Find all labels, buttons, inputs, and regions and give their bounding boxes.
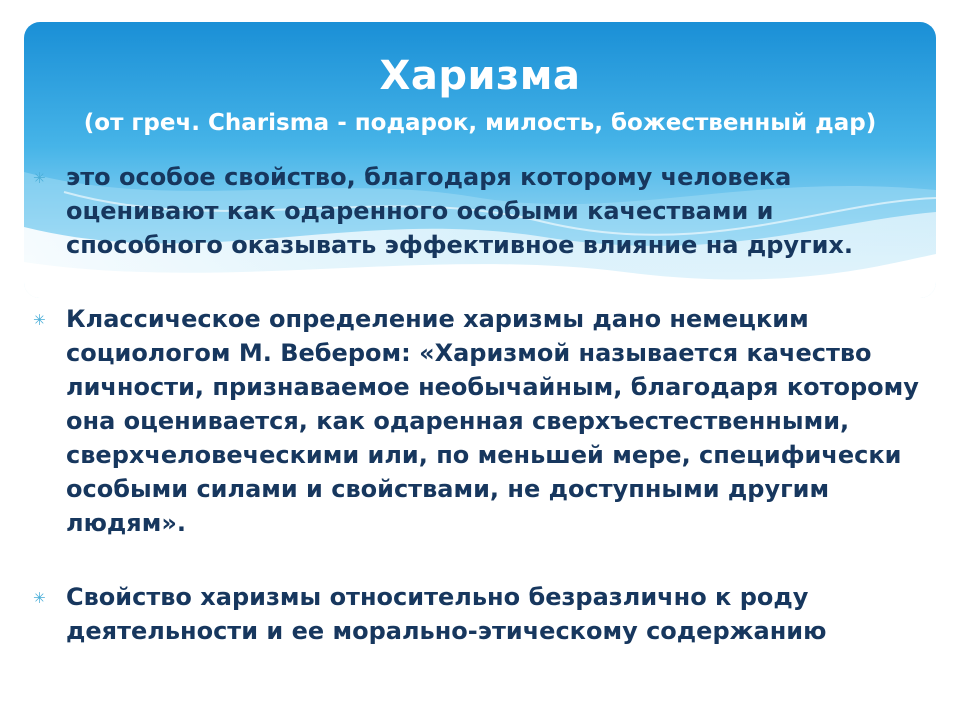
asterisk-icon: ✳ (33, 311, 46, 329)
bullet-item (33, 302, 926, 540)
bullet-item (33, 160, 926, 262)
bullet-item (33, 580, 926, 648)
asterisk-icon: ✳ (33, 589, 46, 607)
slide-title: Харизма (379, 53, 581, 99)
bullet-text: это особое свойство, благодаря которому человека оценивают как одаренного особыми качествами и способного оказывать эффективное влияние на других. (66, 163, 854, 259)
slide-subtitle: (от греч. Charisma - подарок, милость, божественный дар) (83, 110, 877, 136)
bullet-list (33, 160, 926, 688)
asterisk-icon: ✳ (33, 169, 46, 187)
bullet-text: Классическое определение харизмы дано немецким социологом М. Вебером: «Харизмой называется качество личности, признаваемое необычайным, благодаря которому она оценивается, как одаренная сверхъестественными, сверхчеловеческими или, по меньшей мере, специфически особыми силами и свойствами, не доступными другим людям». (66, 305, 919, 537)
bullet-text: Свойство харизмы относительно безразлично к роду деятельности и ее морально-этическому содержанию (66, 583, 827, 645)
